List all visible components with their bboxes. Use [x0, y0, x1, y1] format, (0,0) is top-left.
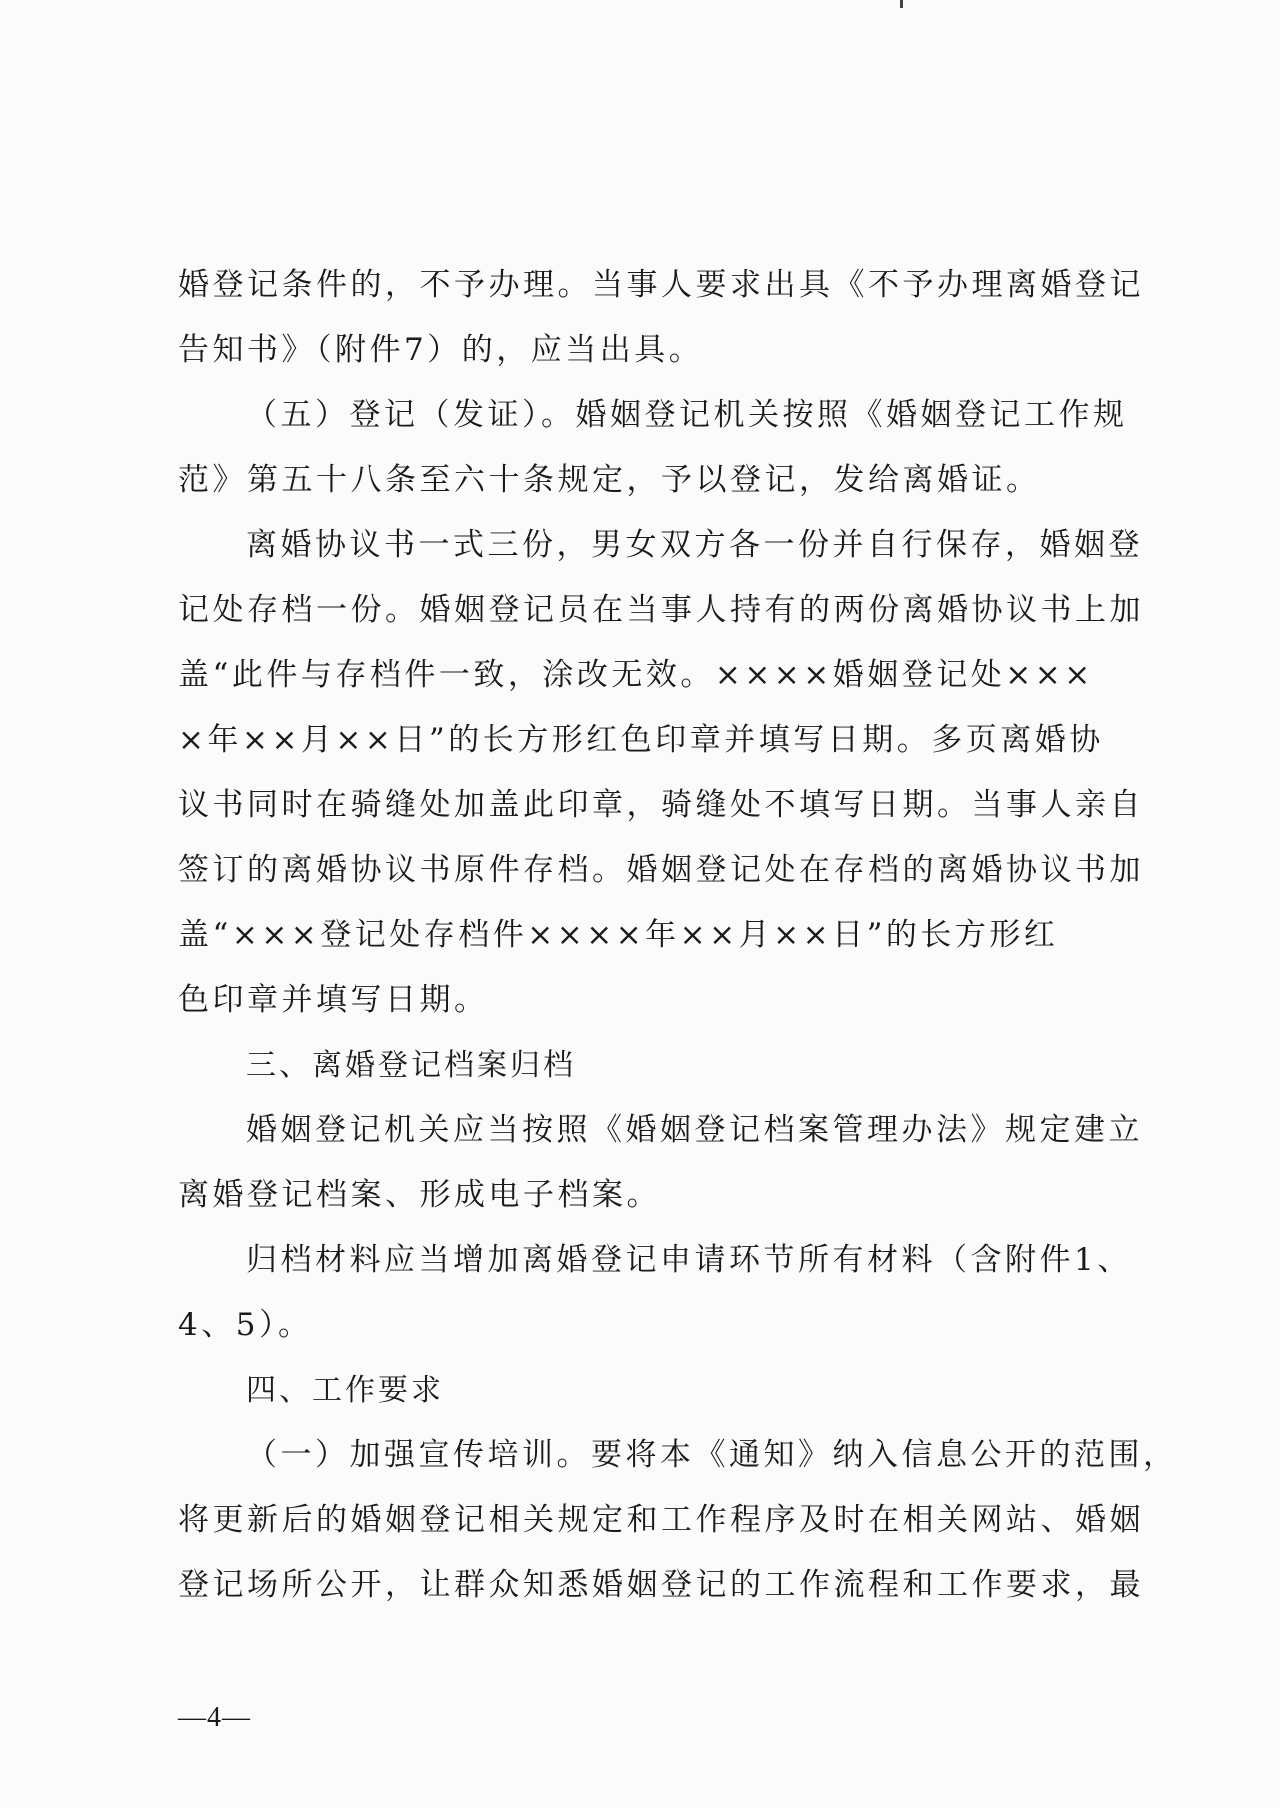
text-line: 记处存档一份。婚姻登记员在当事人持有的两份离婚协议书上加: [178, 592, 1144, 628]
text-line: 离婚协议书一式三份，男女双方各一份并自行保存，婚姻登: [246, 527, 1143, 563]
document-body: [178, 253, 1178, 1618]
text-line: （一）加强宣传培训。要将本《通知》纳入信息公开的范围，: [246, 1437, 1178, 1473]
scan-mark: [900, 0, 903, 8]
text-line: 范》第五十八条至六十条规定，予以登记，发给离婚证。: [178, 462, 1041, 498]
text-line: 将更新后的婚姻登记相关规定和工作程序及时在相关网站、婚姻: [178, 1502, 1144, 1538]
text-line: 归档材料应当增加离婚登记申请环节所有材料（含附件1、: [246, 1242, 1132, 1278]
text-line: 登记场所公开，让群众知悉婚姻登记的工作流程和工作要求，最: [178, 1567, 1144, 1603]
text-line: 色印章并填写日期。: [178, 982, 489, 1018]
section-heading: 四、工作要求: [246, 1373, 444, 1408]
text-line: （五）登记（发证）。婚姻登记机关按照《婚姻登记工作规: [246, 397, 1128, 433]
text-line: 签订的离婚协议书原件存档。婚姻登记处在存档的离婚协议书加: [178, 852, 1144, 888]
text-line: 离婚登记档案、形成电子档案。: [178, 1177, 661, 1213]
text-line: 盖“此件与存档件一致，涂改无效。××××婚姻登记处×××: [178, 657, 1094, 693]
page-number: —4—: [178, 1702, 251, 1733]
text-line: 盖“×××登记处存档件××××年××月××日”的长方形红: [178, 917, 1059, 953]
text-line: 告知书》（附件7）的，应当出具。: [178, 332, 704, 368]
section-heading: 三、离婚登记档案归档: [246, 1048, 576, 1083]
text-line: 婚姻登记机关应当按照《婚姻登记档案管理办法》规定建立: [246, 1112, 1143, 1148]
text-line: 婚登记条件的，不予办理。当事人要求出具《不予办理离婚登记: [178, 267, 1144, 303]
text-line: ×年××月××日”的长方形红色印章并填写日期。多页离婚协: [178, 722, 1104, 758]
text-line: 议书同时在骑缝处加盖此印章，骑缝处不填写日期。当事人亲自: [178, 787, 1144, 823]
text-line: 4、5）。: [178, 1307, 313, 1343]
